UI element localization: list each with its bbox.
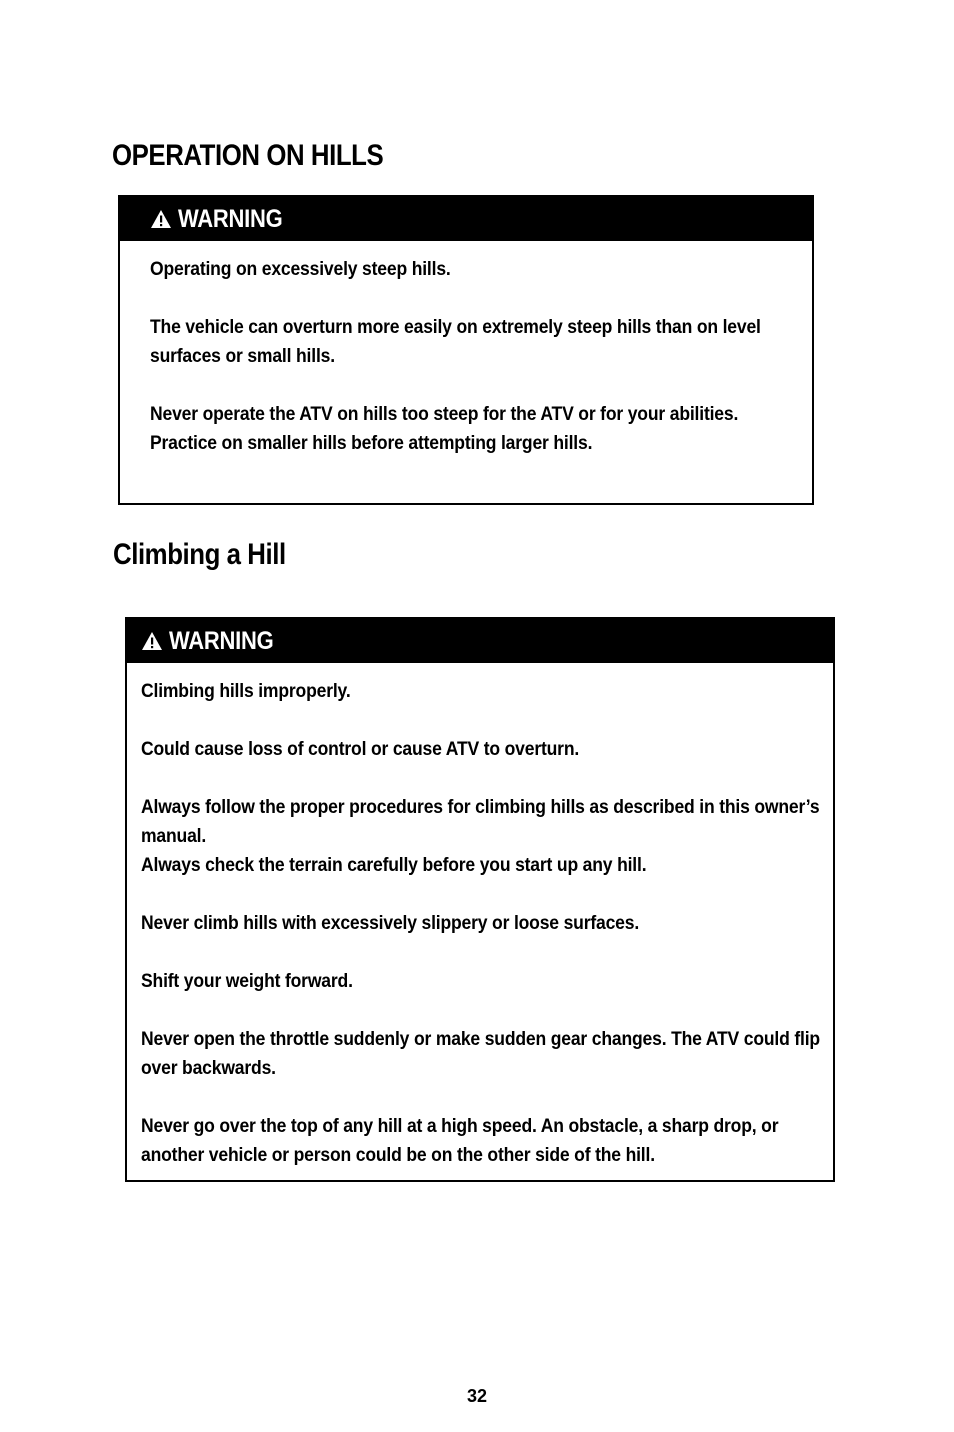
warning-text: Never operate the ATV on hills too steep for the ATV or for your abilities.	[150, 403, 739, 425]
warning-body	[120, 241, 812, 458]
warning-label: WARNING	[178, 204, 283, 233]
warning-text: Never open the throttle suddenly or make sudden gear changes. The ATV could flip over backwards.	[141, 1028, 820, 1079]
page-number: 32	[466, 1386, 488, 1406]
warning-label: WARNING	[169, 626, 274, 655]
warning-text: Shift your weight forward.	[141, 970, 353, 992]
warning-text: Operating on excessively steep hills.	[150, 258, 451, 280]
warning-text: Never go over the top of any hill at a high speed. An obstacle, a sharp drop, or another vehicle or person could be on the other side of the hill.	[141, 1115, 779, 1166]
section-heading: Climbing a Hill	[113, 538, 286, 571]
warning-text: Always follow the proper procedures for climbing hills as described in this owner’s manual.	[141, 796, 820, 847]
warning-triangle-icon	[150, 209, 172, 229]
warning-text: Practice on smaller hills before attempting larger hills.	[150, 432, 593, 454]
warning-body	[127, 663, 833, 1170]
warning-triangle-icon	[141, 631, 163, 651]
warning-header	[127, 619, 833, 663]
warning-header	[120, 197, 812, 241]
warning-text: Never climb hills with excessively slippery or loose surfaces.	[141, 912, 640, 934]
warning-text: The vehicle can overturn more easily on extremely steep hills than on level surfaces or small hills.	[150, 316, 761, 367]
warning-box-steep-hills	[118, 195, 814, 505]
page-title: OPERATION ON HILLS	[112, 139, 384, 172]
warning-text: Always check the terrain carefully before you start up any hill.	[141, 854, 647, 876]
warning-text: Could cause loss of control or cause ATV to overturn.	[141, 738, 580, 760]
warning-box-climbing-hill	[125, 617, 835, 1182]
warning-text: Climbing hills improperly.	[141, 680, 351, 702]
